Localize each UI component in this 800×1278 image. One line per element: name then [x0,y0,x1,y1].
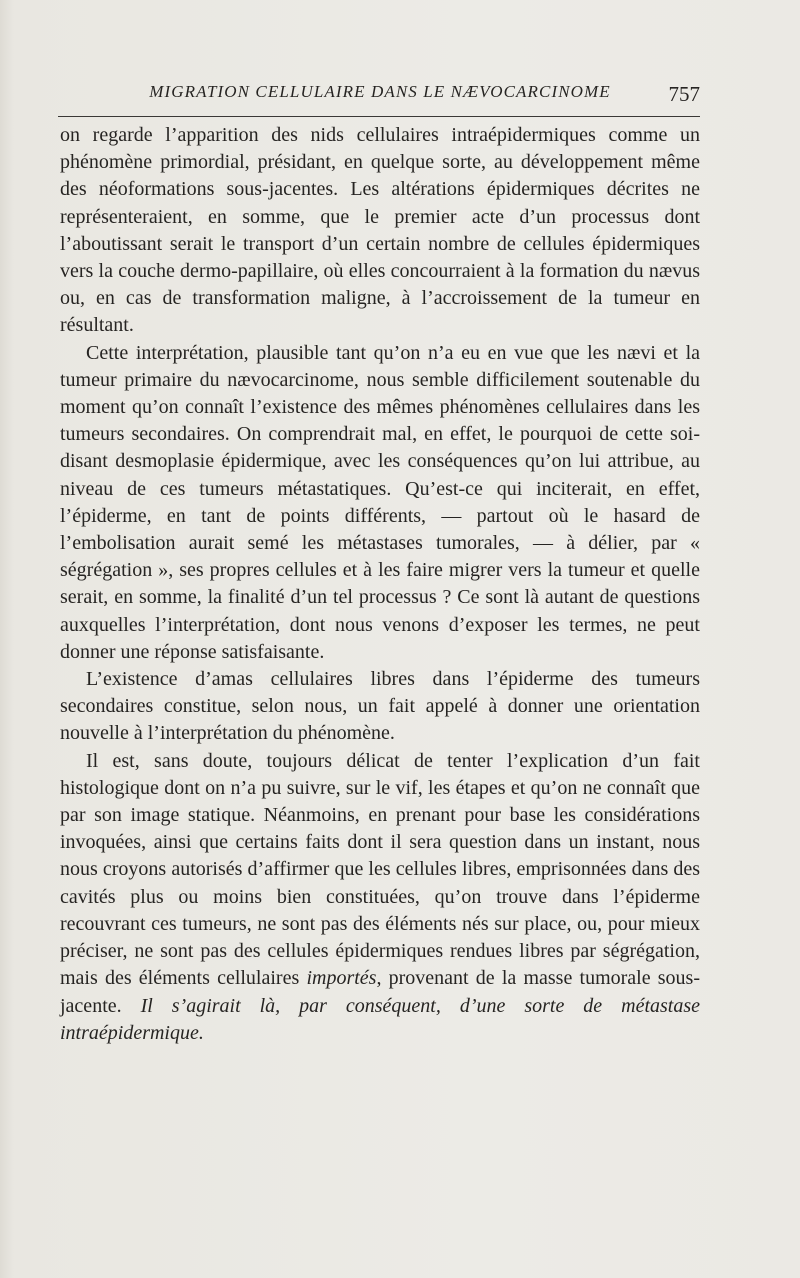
running-title: MIGRATION CELLULAIRE DANS LE NÆVOCARCINOME [149,82,611,101]
page-header [60,82,700,112]
page-number: 757 [668,82,700,106]
italic-conclusion: Il s’agirait là, par conséquent, d’une sorte de métastase intraépidermique. [60,994,701,1044]
paragraph-1: on regarde l’apparition des nids cellulaires intraépidermiques comme un phénomène primordial, présidant, en quelque sorte, au développement même des néoformations sous-jacentes. Les altérations épidermiques décrites ne représenteraient, en somme, que le premier acte d’un processus dont l’aboutissant serait le transport d’un certain nombre de cellules épidermiques vers la couche dermo-papillaire, où elles concourraient à la formation du nævus ou, en cas de transformation maligne, à l’accroissement de la tumeur en résultant. [60,124,700,337]
paragraph-4-text: Il est, sans doute, toujours délicat de tenter l’explication d’un fait histologique dont on n’a pu suivre, sur le vif, les étapes et qu’on ne connaît que par son image statique. Néanmoins, en prenant pour base les considérations invoquées, ainsi que certains faits dont il sera question dans un instant, nous nous croyons autorisés d’affirmer que les cellules libres, emprisonnées dans des cavités plus ou moins bien constituées, qu’on trouve dans l’épiderme recouvrant ces tumeurs, ne sont pas des éléments nés sur place, ou, pour mieux préciser, ne sont pas des cellules épidermiques rendues libres par ségrégation, mais des éléments cellulaires [60,749,700,990]
italic-word-importes: importés [306,967,377,990]
body-text [60,122,700,1047]
paragraph-3: L’existence d’amas cellulaires libres dans l’épiderme des tumeurs secondaires constitue, selon nous, un fait appelé à donner une orientation nouvelle à l’interprétation du phénomène. [60,668,700,745]
paragraph-4-continuation: , provenant de la masse tumorale sous-jacente. [60,967,701,1017]
paragraph-2: Cette interprétation, plausible tant qu’on n’a eu en vue que les nævi et la tumeur primaire du nævocarcinome, nous semble difficilement soutenable du moment qu’on connaît l’existence des mêmes phénomènes cellulaires dans les tumeurs secondaires. On comprendrait mal, en effet, le pourquoi de cette soi-disant desmoplasie épidermique, avec les conséquences qu’on lui attribue, au niveau de ces tumeurs métastatiques. Qu’est-ce qui inciterait, en effet, l’épiderme, en tant de points différents, — partout où le hasard de l’embolisation aurait semé les métastases tumorales, — à délier, par « ségrégation », ses propres cellules et à les faire migrer vers la tumeur et quelle serait, en somme, la finalité d’un tel processus ? Ce sont là autant de questions auxquelles l’interprétation, dont nous venons d’exposer les termes, ne peut donner une réponse satisfaisante. [60,341,700,663]
paragraph-4 [60,748,700,1047]
header-rule [58,116,700,117]
